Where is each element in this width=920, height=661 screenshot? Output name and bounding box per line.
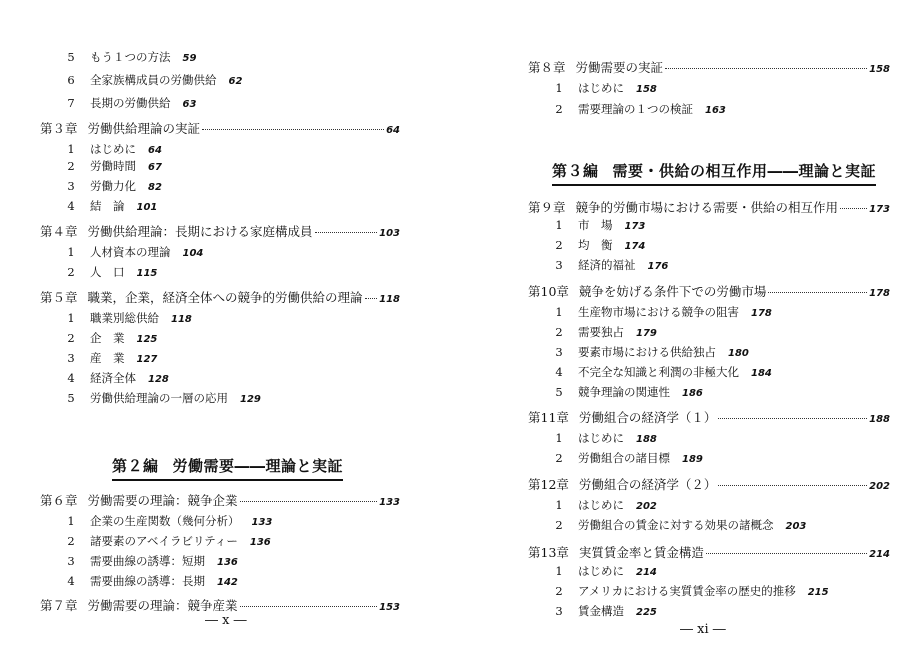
page-number: 63 — [182, 99, 197, 110]
section-title: 需要曲線の誘導：短期 — [90, 554, 205, 568]
section-number: 1 — [555, 498, 563, 512]
toc-section-entry[interactable] — [62, 533, 271, 551]
page-folio: ― x ― — [205, 613, 247, 628]
section-title: 企 業 — [90, 331, 125, 345]
toc-section-entry[interactable] — [62, 141, 162, 159]
chapter-number: 第12章 — [528, 477, 569, 492]
toc-section-entry[interactable] — [550, 257, 668, 275]
dot-leader — [240, 606, 378, 607]
toc-section-entry[interactable] — [550, 217, 645, 235]
chapter-number: 第３章 — [40, 121, 78, 136]
section-title: 需要理論の１つの検証 — [578, 102, 693, 116]
page-number: 127 — [136, 354, 158, 365]
toc-section-entry[interactable] — [550, 517, 806, 535]
dot-leader — [718, 418, 867, 419]
toc-chapter-entry[interactable] — [40, 493, 400, 511]
chapter-number: 第11章 — [528, 410, 569, 425]
page-number: 118 — [379, 294, 400, 305]
toc-chapter-entry[interactable] — [40, 224, 400, 242]
toc-chapter-entry[interactable] — [528, 410, 890, 428]
section-title: 競争理論の関連性 — [578, 385, 670, 399]
chapter-title: 労働組合の経済学（１） — [578, 410, 717, 425]
toc-chapter-entry[interactable] — [528, 200, 890, 218]
page-number: 64 — [148, 145, 162, 156]
section-title: 経済的福祉 — [578, 258, 636, 272]
page-number: 188 — [869, 414, 890, 425]
page-number: 179 — [636, 328, 657, 339]
part-number: 第２編 — [112, 457, 159, 475]
toc-chapter-entry[interactable] — [528, 545, 890, 563]
dot-leader — [768, 292, 867, 293]
page-folio: ― xi ― — [680, 622, 726, 637]
toc-chapter-entry[interactable] — [528, 60, 890, 78]
section-number: 4 — [67, 199, 75, 213]
page-number: 153 — [379, 602, 400, 613]
section-number: 3 — [67, 554, 75, 568]
toc-section-entry[interactable] — [62, 49, 196, 67]
page-number: 176 — [647, 261, 669, 272]
section-number: 2 — [555, 518, 563, 532]
page-number: 203 — [785, 521, 807, 532]
page-number: 225 — [636, 607, 657, 618]
dot-leader — [365, 298, 378, 299]
section-title: アメリカにおける実質賃金率の歴史的推移 — [578, 584, 796, 598]
section-title: はじめに — [578, 81, 624, 95]
section-number: 1 — [555, 81, 563, 95]
toc-section-entry[interactable] — [62, 553, 238, 571]
page-number: 184 — [751, 368, 772, 379]
page-number: 142 — [217, 577, 238, 588]
page-number: 163 — [705, 105, 726, 116]
page-number: 136 — [217, 557, 238, 568]
section-number: 1 — [67, 245, 75, 259]
page-number: 104 — [182, 248, 204, 259]
toc-section-entry[interactable] — [62, 390, 261, 408]
page-number: 186 — [682, 388, 703, 399]
page-number: 118 — [171, 314, 192, 325]
dot-leader — [315, 232, 378, 233]
toc-section-entry[interactable] — [62, 158, 162, 176]
section-title: 労働時間 — [90, 159, 136, 173]
chapter-number: 第６章 — [40, 493, 78, 508]
page-number: 202 — [636, 501, 657, 512]
chapter-title: 労働需要の実証 — [575, 60, 664, 75]
part-title: 需要・供給の相互作用――理論と実証 — [612, 162, 877, 180]
dot-leader — [706, 553, 867, 554]
page-number: 128 — [148, 374, 169, 385]
chapter-number: 第13章 — [528, 545, 569, 560]
section-number: 5 — [67, 50, 75, 64]
section-number: 4 — [67, 574, 75, 588]
section-number: 3 — [555, 258, 563, 272]
section-number: 1 — [67, 142, 75, 156]
page-number: 174 — [624, 241, 646, 252]
section-title: 不完全な知識と利潤の非極大化 — [578, 365, 739, 379]
chapter-title: 労働需要の理論：競争産業 — [87, 598, 238, 613]
section-title: 全家族構成員の労働供給 — [90, 73, 217, 87]
section-title: 産 業 — [90, 351, 125, 365]
section-title: 結 論 — [90, 199, 125, 213]
toc-section-entry[interactable] — [550, 384, 703, 402]
toc-section-entry[interactable] — [550, 430, 657, 448]
section-title: 人 口 — [90, 265, 125, 279]
section-title: 均 衡 — [578, 238, 613, 252]
toc-section-entry[interactable] — [62, 264, 157, 282]
chapter-title: 労働供給理論の実証 — [87, 121, 201, 136]
toc-section-entry[interactable] — [550, 324, 657, 342]
chapter-title: 労働供給理論：長期における家庭構成員 — [87, 224, 313, 239]
section-number: 2 — [555, 584, 563, 598]
page-number: 178 — [751, 308, 772, 319]
page-number: 129 — [240, 394, 261, 405]
chapter-title: 実質賃金率と賃金構造 — [578, 545, 704, 560]
section-number: 1 — [555, 564, 563, 578]
toc-section-entry[interactable] — [62, 310, 192, 328]
toc-section-entry[interactable] — [550, 344, 749, 362]
page-number: 115 — [136, 268, 158, 279]
page-number: 67 — [148, 162, 162, 173]
section-number: 1 — [555, 218, 563, 232]
page-number: 214 — [869, 549, 890, 560]
toc-section-entry[interactable] — [62, 370, 169, 388]
chapter-number: 第７章 — [40, 598, 78, 613]
page-number: 59 — [182, 53, 197, 64]
section-title: 企業の生産関数（幾何分析） — [90, 514, 240, 528]
section-number: 1 — [67, 311, 75, 325]
part-heading — [112, 455, 343, 481]
section-number: 2 — [555, 238, 563, 252]
section-number: 2 — [67, 159, 75, 173]
page-number: 133 — [379, 497, 400, 508]
toc-section-entry[interactable] — [550, 450, 703, 468]
page-number: 101 — [136, 202, 158, 213]
section-title: 労働力化 — [90, 179, 136, 193]
chapter-number: 第８章 — [528, 60, 566, 75]
section-number: 3 — [555, 345, 563, 359]
section-title: 経済全体 — [90, 371, 136, 385]
section-number: 2 — [555, 102, 563, 116]
toc-section-entry[interactable] — [550, 101, 726, 119]
section-title: もう１つの方法 — [90, 50, 171, 64]
toc-section-entry[interactable] — [62, 198, 157, 216]
section-number: 3 — [555, 604, 563, 618]
page-number: 214 — [636, 567, 657, 578]
chapter-number: 第10章 — [528, 284, 569, 299]
toc-section-entry[interactable] — [62, 95, 196, 113]
section-title: はじめに — [578, 431, 624, 445]
section-title: 労働組合の諸目標 — [578, 451, 670, 465]
dot-leader — [665, 68, 867, 69]
page-number: 62 — [228, 76, 243, 87]
section-number: 6 — [67, 73, 75, 87]
page-number: 64 — [386, 125, 400, 136]
toc-section-entry[interactable] — [550, 583, 829, 601]
chapter-title: 労働組合の経済学（２） — [578, 477, 717, 492]
section-number: 1 — [67, 514, 75, 528]
page-number: 158 — [869, 64, 890, 75]
dot-leader — [840, 208, 867, 209]
section-number: 7 — [67, 96, 75, 110]
chapter-title: 労働需要の理論：競争企業 — [87, 493, 238, 508]
section-title: 生産物市場における競争の阻害 — [578, 305, 739, 319]
chapter-number: 第９章 — [528, 200, 566, 215]
toc-chapter-entry[interactable] — [528, 284, 890, 302]
toc-section-entry[interactable] — [62, 330, 157, 348]
toc-section-entry[interactable] — [62, 72, 242, 90]
toc-section-entry[interactable] — [550, 237, 645, 255]
page-number: 188 — [636, 434, 657, 445]
toc-section-entry[interactable] — [550, 304, 772, 322]
section-number: 1 — [555, 431, 563, 445]
toc-section-entry[interactable] — [550, 80, 657, 98]
toc-section-entry[interactable] — [550, 603, 657, 621]
section-title: 労働組合の賃金に対する効果の諸概念 — [578, 518, 774, 532]
section-title: 要素市場における供給独占 — [578, 345, 716, 359]
chapter-title: 職業，企業，経済全体への競争的労働供給の理論 — [87, 290, 363, 305]
chapter-title: 競争を妨げる条件下での労働市場 — [578, 284, 767, 299]
dot-leader — [240, 501, 378, 502]
section-number: 2 — [67, 331, 75, 345]
dot-leader — [202, 129, 384, 130]
page-number: 178 — [869, 288, 890, 299]
section-title: 長期の労働供給 — [90, 96, 171, 110]
toc-section-entry[interactable] — [62, 573, 238, 591]
chapter-title: 競争的労働市場における需要・供給の相互作用 — [575, 200, 839, 215]
section-title: 人材資本の理論 — [90, 245, 171, 259]
section-number: 2 — [555, 451, 563, 465]
toc-chapter-entry[interactable] — [40, 121, 400, 139]
section-title: 労働供給理論の一層の応用 — [90, 391, 228, 405]
dot-leader — [718, 485, 867, 486]
page-number: 82 — [148, 182, 162, 193]
section-number: 1 — [555, 305, 563, 319]
part-number: 第３編 — [552, 162, 599, 180]
toc-section-entry[interactable] — [550, 563, 657, 581]
section-number: 3 — [67, 179, 75, 193]
page-number: 173 — [869, 204, 890, 215]
section-number: 2 — [67, 265, 75, 279]
toc-section-entry[interactable] — [62, 513, 272, 531]
part-heading — [552, 160, 876, 186]
toc-section-entry[interactable] — [62, 244, 203, 262]
page-number: 133 — [251, 517, 273, 528]
page-number: 180 — [728, 348, 749, 359]
page-number: 202 — [869, 481, 890, 492]
section-title: 市 場 — [578, 218, 613, 232]
section-number: 2 — [555, 325, 563, 339]
page-number: 125 — [136, 334, 158, 345]
section-title: 職業別総供給 — [90, 311, 159, 325]
section-title: はじめに — [578, 498, 624, 512]
toc-chapter-entry[interactable] — [528, 477, 890, 495]
toc-section-entry[interactable] — [62, 178, 162, 196]
section-number: 5 — [67, 391, 75, 405]
section-title: 諸要素のアベイラビリティー — [90, 534, 238, 548]
page-number: 215 — [807, 587, 829, 598]
toc-section-entry[interactable] — [550, 497, 657, 515]
section-number: 3 — [67, 351, 75, 365]
section-number: 4 — [67, 371, 75, 385]
toc-section-entry[interactable] — [550, 364, 772, 382]
chapter-number: 第４章 — [40, 224, 78, 239]
page-number: 103 — [379, 228, 400, 239]
section-title: はじめに — [578, 564, 624, 578]
section-title: 需要独占 — [578, 325, 624, 339]
chapter-number: 第５章 — [40, 290, 78, 305]
part-title: 労働需要――理論と実証 — [172, 457, 344, 475]
page-number: 158 — [636, 84, 657, 95]
page-number: 189 — [682, 454, 703, 465]
section-number: 2 — [67, 534, 75, 548]
section-title: はじめに — [90, 142, 136, 156]
section-title: 賃金構造 — [578, 604, 624, 618]
toc-chapter-entry[interactable] — [40, 290, 400, 308]
page-number: 173 — [624, 221, 646, 232]
page-number: 136 — [249, 537, 271, 548]
toc-section-entry[interactable] — [62, 350, 157, 368]
section-number: 4 — [555, 365, 563, 379]
section-title: 需要曲線の誘導：長期 — [90, 574, 205, 588]
right-page — [460, 0, 920, 661]
section-number: 5 — [555, 385, 563, 399]
